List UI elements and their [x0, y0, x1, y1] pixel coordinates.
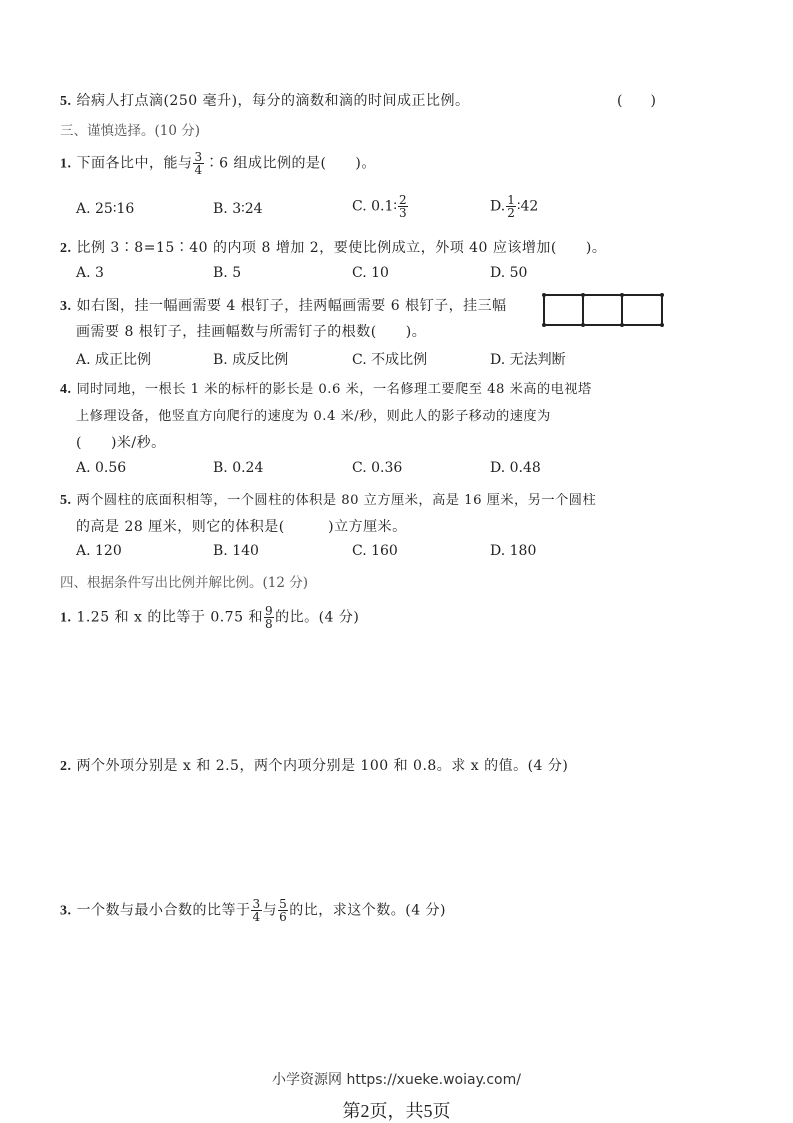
question-text-line2: 的高是 28 厘米，则它的体积是( )立方厘米。 — [76, 519, 407, 535]
tf-question-5 — [60, 90, 470, 110]
question-text-line2: 画需要 8 根钉子，挂画幅数与所需钉子的根数( )。 — [76, 324, 427, 340]
mc-question-4 — [60, 378, 592, 398]
question-number: 2. — [60, 241, 72, 256]
mc-question-1 — [60, 151, 376, 176]
option-b[interactable]: B. 0.24 — [213, 460, 264, 476]
option-c[interactable]: C. 0.36 — [352, 460, 403, 476]
fraction: $\frac{9}{8}$ — [264, 604, 274, 631]
option-a[interactable]: A. 成正比例 — [76, 352, 152, 368]
question-text: 两个外项分别是 x 和 2.5，两个内项分别是 100 和 0.8。求 x 的值。(4 分) — [76, 758, 569, 774]
question-number: 3. — [60, 299, 72, 314]
question-number: 1. — [60, 610, 72, 626]
question-number: 2. — [60, 759, 72, 774]
option-a[interactable]: A. 120 — [76, 543, 122, 559]
footer-url[interactable]: 小学资源网 https://xueke.woiay.com/ — [272, 1072, 521, 1088]
solve-question-1 — [60, 605, 359, 630]
question-number: 1. — [60, 156, 72, 172]
page-number: 第2页，共5页 — [342, 1101, 451, 1121]
question-text: 同时同地，一根长 1 米的标杆的影长是 0.6 米，一名修理工要爬至 48 米高的电视塔 — [76, 382, 592, 397]
question-number: 5. — [60, 493, 72, 508]
question-number: 3. — [60, 903, 72, 919]
option-c[interactable]: C. 10 — [352, 265, 389, 281]
solve-question-2 — [60, 755, 568, 775]
option-b[interactable]: B. 5 — [213, 265, 242, 281]
mc-question-5 — [60, 489, 596, 509]
option-d[interactable]: D. 无法判断 — [490, 352, 566, 368]
question-text: 如右图，挂一幅画需要 4 根钉子，挂两幅画需要 6 根钉子，挂三幅 — [76, 298, 507, 314]
question-text-end: 的比，求这个数。(4 分) — [289, 902, 447, 919]
fraction: $\frac{3}{4}$ — [194, 150, 203, 177]
question-text-line3: ( )米/秒。 — [76, 435, 166, 451]
option-d[interactable]: D. 180 — [490, 543, 537, 559]
option-d[interactable]: D. $\frac{1}{2}$ ∶42 — [490, 193, 539, 220]
question-text-end: 的比。(4 分) — [275, 609, 360, 626]
option-a[interactable]: A. 0.56 — [76, 460, 127, 476]
mc-question-2 — [60, 237, 606, 257]
option-a[interactable]: A. 25∶16 — [76, 201, 135, 217]
question-text-line2: 上修理设备，他竖直方向爬行的速度为 0.4 米/秒，则此人的影子移动的速度为 — [76, 409, 551, 424]
option-d[interactable]: D. 0.48 — [490, 460, 541, 476]
nails-picture-diagram — [540, 292, 666, 328]
solve-question-3: 3. 一个数与最小合数的比等于 $\frac{3}{4}$ 与 $\frac{5}{6}$ 的比，求这个数。(4 分) — [60, 897, 447, 924]
option-b[interactable]: B. 成反比例 — [213, 352, 289, 368]
question-text: 两个圆柱的底面积相等，一个圆柱的体积是 80 立方厘米，高是 16 厘米，另一个圆柱 — [76, 493, 597, 508]
question-text: 1.25 和 x 的比等于 0.75 和 — [76, 609, 263, 626]
answer-paren: ( ) — [617, 93, 656, 109]
section-title: 三、谨慎选择。(10 分) — [60, 123, 201, 139]
section-title: 四、根据条件写出比例并解比例。(12 分) — [60, 575, 309, 591]
question-text: 一个数与最小合数的比等于 — [76, 902, 251, 919]
option-a[interactable]: A. 3 — [76, 265, 104, 281]
option-d[interactable]: D. 50 — [490, 265, 528, 281]
mc-question-3 — [60, 295, 507, 315]
question-text: 比例 3∶8=15∶40 的内项 8 增加 2，要使比例成立，外项 40 应该增加( )。 — [76, 240, 607, 256]
option-b[interactable]: B. 3∶24 — [213, 201, 263, 217]
option-c[interactable]: C. 不成比例 — [352, 352, 428, 368]
option-b[interactable]: B. 140 — [213, 543, 259, 559]
option-c[interactable]: C. 0.1∶ $\frac{2}{3}$ — [352, 193, 407, 220]
question-number: 4. — [60, 382, 72, 397]
option-c[interactable]: C. 160 — [352, 543, 398, 559]
question-text-end: ∶6 组成比例的是( )。 — [204, 155, 376, 172]
question-text: 给病人打点滴(250 毫升)，每分的滴数和滴的时间成正比例。 — [76, 93, 470, 109]
question-text: 下面各比中，能与 — [76, 155, 193, 172]
question-number: 5. — [60, 94, 72, 109]
